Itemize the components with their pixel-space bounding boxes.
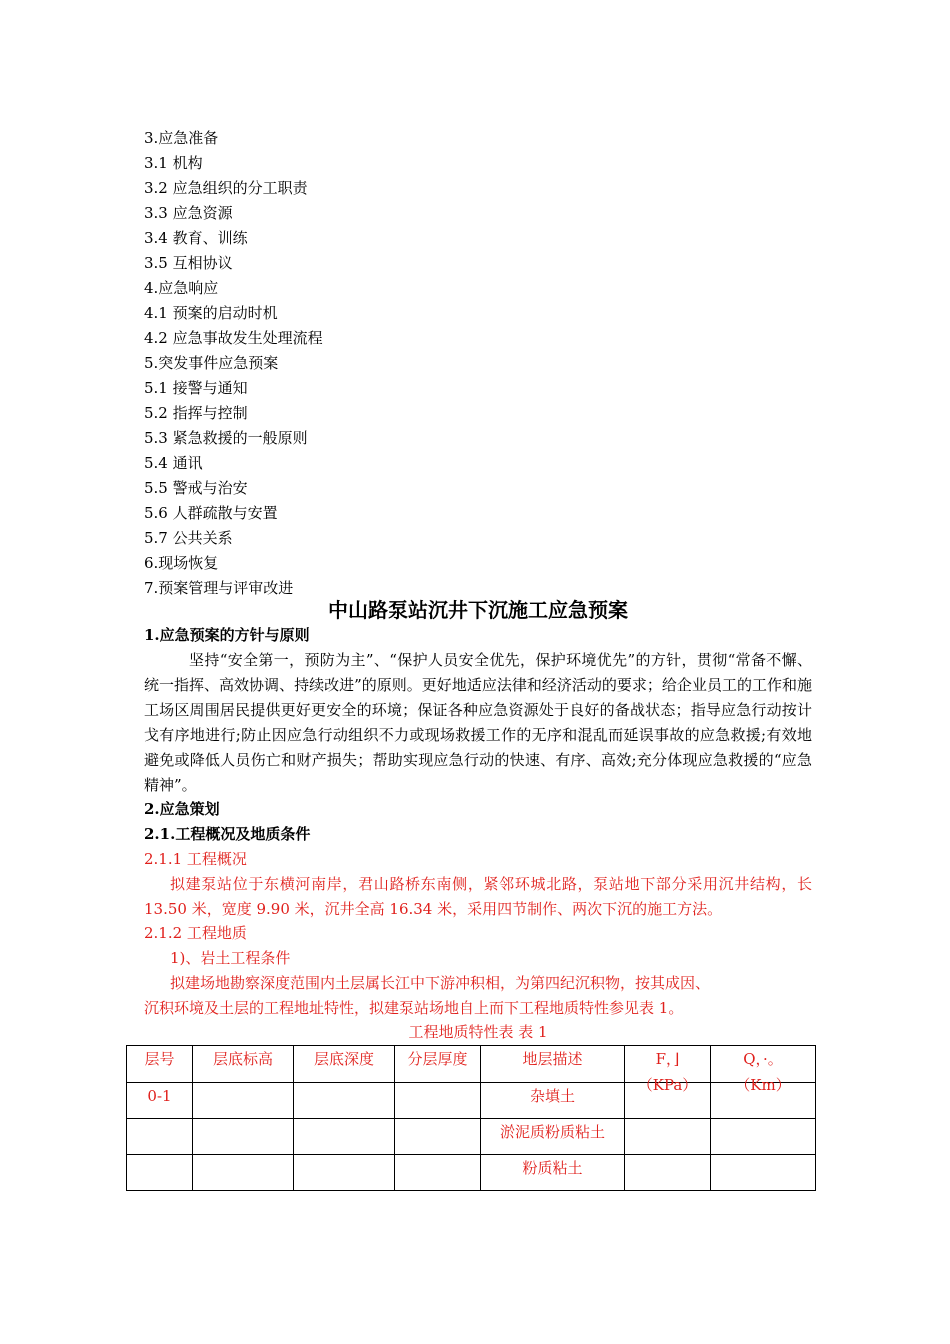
toc-item: 5.突发事件应急预案	[144, 354, 279, 372]
table-cell	[711, 1119, 816, 1155]
toc-item: 3.5 互相协议	[144, 254, 233, 272]
table-cell	[395, 1083, 481, 1119]
column-header: 层底深度	[294, 1046, 395, 1083]
list-item: 1)、岩土工程条件	[170, 949, 291, 967]
section-heading: 1.应急预案的方针与原则	[144, 626, 310, 644]
toc-item: 3.3 应急资源	[144, 204, 233, 222]
table-cell: 0-1	[127, 1083, 193, 1119]
table-cell	[395, 1155, 481, 1191]
toc-item: 7.预案管理与评审改进	[144, 579, 294, 597]
table-cell	[127, 1155, 193, 1191]
section-body: 坚持“安全第一，预防为主”、“保护人员安全优先，保护环境优先”的方针，贯彻“常备不懈、统一指挥、高效协调、持续改进”的原则。更好地适应法律和经济活动的要求；给企业员工的工作和施工场区周围居民提供更好更安全的环境；保证各种应急资源处于良好的备战状态；指导应急行动按计戈有序地进行;防止因应急行动组织不力或现场救援工作的无序和混乱而延误事故的应急救援;有效地避免或降低人员伤亡和财产损失；帮助实现应急行动的快速、有序、高效;充分体现应急救援的“应急精神”。	[144, 651, 812, 794]
table-cell	[294, 1119, 395, 1155]
toc-item: 4.2 应急事故发生处理流程	[144, 329, 323, 347]
table-of-contents	[144, 126, 824, 601]
subsection-body: 拟建泵站位于东横河南岸，君山路桥东南侧，紧邻环城北路，泵站地下部分采用沉井结构，长 13.50 米，宽度 9.90 米，沉井全高 16.34 米，采用四节制作、两次下沉的施工方法。	[144, 875, 812, 918]
table-header-row	[127, 1046, 816, 1083]
column-header: Q，·。 （Km）	[711, 1046, 816, 1083]
subsection-title: 2.1.2 工程地质	[144, 924, 247, 942]
toc-item: 5.7 公共关系	[144, 529, 233, 547]
table-cell	[193, 1083, 294, 1119]
geology-table	[126, 1045, 816, 1191]
toc-item: 3.应急准备	[144, 129, 219, 147]
table-cell	[294, 1083, 395, 1119]
table-row	[127, 1155, 816, 1191]
section-heading: 2.应急策划	[144, 800, 220, 818]
table-cell	[193, 1155, 294, 1191]
subsection-title: 2.1.1 工程概况	[144, 850, 247, 868]
toc-item: 5.2 指挥与控制	[144, 404, 248, 422]
table-cell: 粉质粘土	[481, 1155, 625, 1191]
toc-item: 5.6 人群疏散与安置	[144, 504, 278, 522]
toc-item: 6.现场恢复	[144, 554, 219, 572]
toc-item: 4.1 预案的启动时机	[144, 304, 278, 322]
toc-item: 5.1 接警与通知	[144, 379, 248, 397]
column-header: 分层厚度	[395, 1046, 481, 1083]
column-header: 地层描述	[481, 1046, 625, 1083]
table-caption: 工程地质特性表 表 1	[408, 1023, 548, 1041]
toc-item: 5.5 警戒与治安	[144, 479, 248, 497]
column-header: 层底标高	[193, 1046, 294, 1083]
toc-item: 3.2 应急组织的分工职责	[144, 179, 308, 197]
toc-item: 5.3 紧急救援的一般原则	[144, 429, 308, 447]
toc-item: 3.1 机构	[144, 154, 203, 172]
table-cell	[625, 1155, 711, 1191]
table-cell: 杂填土	[481, 1083, 625, 1119]
toc-item: 5.4 通讯	[144, 454, 203, 472]
table-cell	[625, 1119, 711, 1155]
table-cell	[711, 1155, 816, 1191]
paragraph-line: 沉积环境及土层的工程地址特性，拟建泵站场地自上而下工程地质特性参见表 1。	[144, 999, 684, 1017]
column-header: F，⌋ （KPa）	[625, 1046, 711, 1083]
table-cell: 淤泥质粉质粘土	[481, 1119, 625, 1155]
table-row	[127, 1083, 816, 1119]
table-cell	[193, 1119, 294, 1155]
subsection-heading: 2.1.工程概况及地质条件	[144, 825, 311, 843]
paragraph-line: 拟建场地勘察深度范围内土层属长江中下游冲积相，为第四纪沉积物，按其成因、	[170, 974, 711, 992]
toc-item: 3.4 教育、训练	[144, 229, 248, 247]
table-cell	[294, 1155, 395, 1191]
document-title: 中山路泵站沉井下沉施工应急预案	[328, 598, 628, 622]
table-cell	[395, 1119, 481, 1155]
table-row	[127, 1119, 816, 1155]
toc-item: 4.应急响应	[144, 279, 219, 297]
table-cell	[127, 1119, 193, 1155]
column-header: 层号	[127, 1046, 193, 1083]
